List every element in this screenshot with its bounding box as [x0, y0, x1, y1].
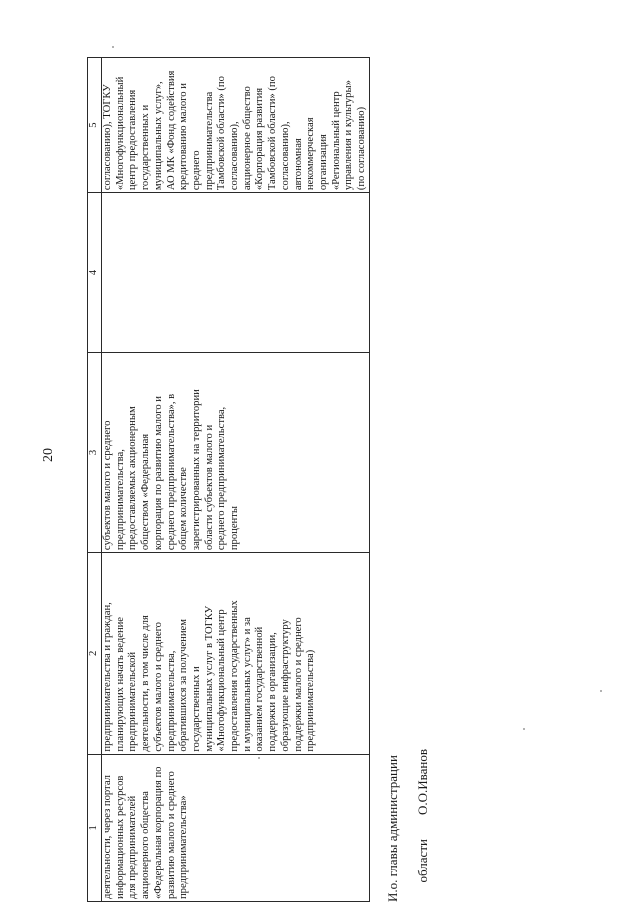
cell-text-line: акционерное общество: [241, 86, 253, 191]
cell-text-line: Тамбовской области» (по: [267, 76, 279, 191]
cell-text-line: акционерного общества: [140, 791, 152, 899]
cell-text-line: проценты: [229, 506, 241, 551]
cell-text-line: для предпринимателей: [127, 795, 139, 899]
cell-text-line: и муниципальных услуг» и за: [241, 617, 253, 752]
table-header-row: [88, 58, 102, 902]
cell-text-line: оказанием государственной: [254, 626, 266, 752]
cell-text-line: образующие инфраструктуру: [279, 619, 291, 752]
scan-speck: [112, 46, 114, 48]
column-header: 5: [88, 58, 102, 193]
cell-text-line: АО МК «Фонд содействия: [165, 70, 177, 191]
cell-text-line: предпринимательства,: [165, 650, 177, 752]
scan-speck: [600, 690, 602, 692]
scan-speck: [523, 728, 525, 730]
cell-text-line: предпринимательства и граждан,: [102, 602, 113, 752]
cell-text-line: среднего предпринимательства,: [216, 406, 228, 551]
page-number: 20: [41, 448, 56, 462]
cell-text-line: «Корпорация развития: [254, 87, 266, 191]
cell-text-line: согласованию),: [279, 121, 291, 191]
cell-text-line: государственных и: [140, 104, 152, 191]
document-table: [87, 57, 370, 902]
cell-text-line: области субъектов малого и: [203, 424, 215, 551]
column-header: 2: [88, 553, 102, 754]
scan-speck: [258, 757, 260, 759]
signature-block: [385, 749, 445, 902]
column-header: 1: [88, 754, 102, 901]
cell-text-line: кредитованию малого и: [178, 83, 190, 191]
cell-text-line: муниципальных услуг»,: [152, 81, 164, 191]
table-cell-col2: [102, 553, 370, 754]
cell-text-line: предоставления государственных: [229, 600, 241, 752]
table-cell-col3: [102, 352, 370, 552]
cell-text-line: организация: [317, 134, 329, 191]
cell-text-line: предпринимательства): [305, 649, 317, 752]
cell-text-line: среднего: [190, 150, 202, 191]
signature-region: области: [415, 839, 430, 883]
cell-text-line: субъектов малого и среднего: [152, 622, 164, 752]
cell-text-line: обществом «Федеральная: [140, 433, 152, 551]
cell-text-line: развитию малого и среднего: [165, 771, 177, 899]
cell-text-line: поддержки в организации,: [267, 632, 279, 752]
cell-text-line: предпринимательства,: [114, 449, 126, 551]
rotated-page: [87, 57, 430, 902]
cell-text-line: среднего предпринимательства», в: [165, 393, 177, 551]
cell-text-line: государственных и: [190, 666, 202, 752]
table-cell-col5: [102, 58, 370, 193]
cell-text-line: субъектов малого и среднего: [102, 420, 113, 551]
cell-text-line: центр предоставления: [127, 89, 139, 191]
cell-text-line: муниципальных услуг в ТОГКУ: [203, 605, 215, 752]
cell-text-line: управления и культуры»: [343, 80, 355, 191]
cell-text-line: поддержки малого и среднего: [292, 617, 304, 752]
cell-text-line: согласованию),: [229, 121, 241, 191]
cell-text-line: автономная: [292, 138, 304, 191]
cell-text-line: некоммерческая: [305, 117, 317, 191]
cell-text-line: (по согласованию): [356, 106, 368, 191]
signature-name: О.О.Иванов: [415, 749, 430, 816]
cell-text-line: обратившихся за получением: [178, 619, 190, 752]
cell-text-line: деятельности, через портал: [102, 775, 113, 899]
signature-region-line: [400, 749, 445, 902]
cell-text-line: предоставляемых акционерным: [127, 406, 139, 551]
cell-text-line: «Региональный центр: [330, 91, 342, 191]
column-header: 4: [88, 193, 102, 353]
cell-text-line: «Федеральная корпорация по: [152, 766, 164, 899]
cell-text-line: информационных ресурсов: [114, 775, 126, 899]
cell-text-line: корпорация по развитию малого и: [152, 396, 164, 551]
cell-text-line: предпринимательской: [127, 651, 139, 752]
cell-text-line: Тамбовской области» (по: [216, 76, 228, 191]
column-header: 3: [88, 352, 102, 552]
cell-text-line: зарегистрированных на территории: [190, 389, 202, 551]
cell-text-line: общем количестве: [178, 467, 190, 551]
cell-text-line: планирующих начать ведение: [114, 616, 126, 752]
cell-text-line: предпринимательства: [203, 91, 215, 191]
cell-text-line: деятельности, в том числе для: [140, 615, 152, 752]
cell-text-line: «Многофункциональный: [114, 76, 126, 191]
table-cell-col4: [102, 193, 370, 353]
table-row: [102, 58, 370, 902]
cell-text-line: предпринимательства»: [178, 795, 190, 899]
signature-title: И.о. главы администрации: [385, 755, 400, 902]
cell-text-line: «Многофункциональный центр: [216, 609, 228, 752]
table-cell-col1: [102, 754, 370, 901]
cell-text-line: согласованию), ТОГКУ: [102, 84, 113, 191]
